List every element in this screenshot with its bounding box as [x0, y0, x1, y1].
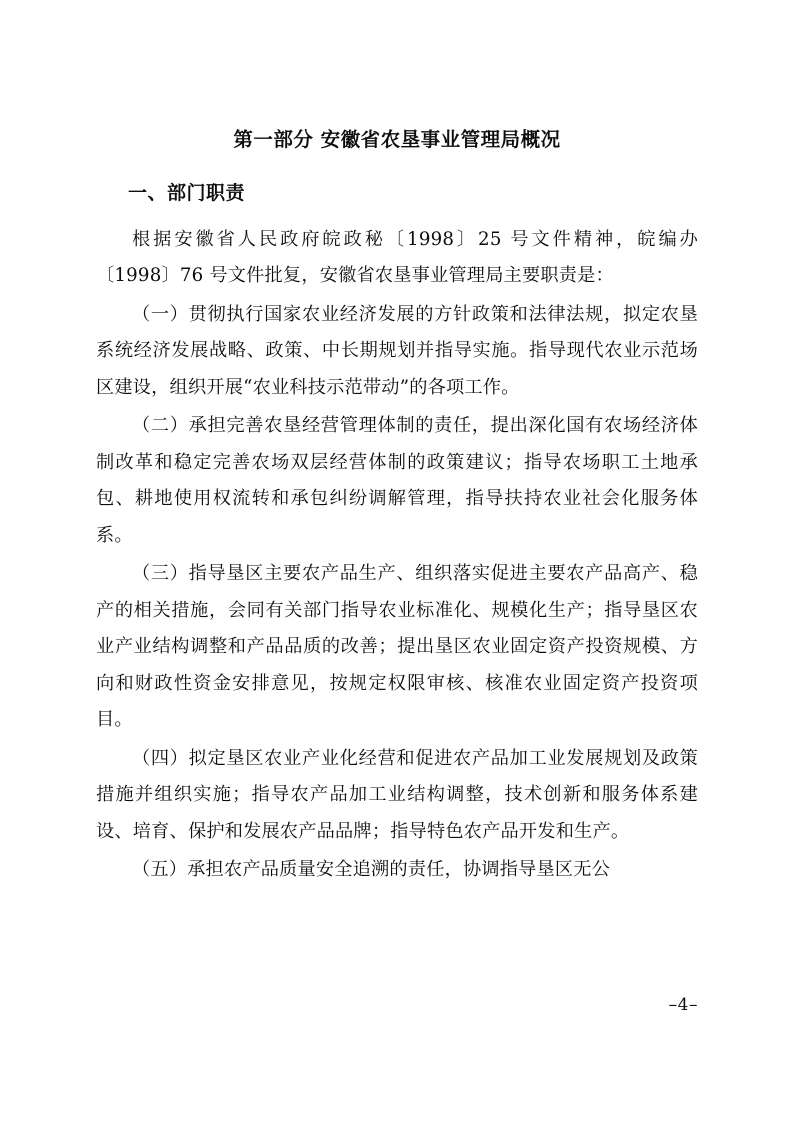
- section-heading: 一、部门职责: [128, 182, 246, 205]
- paragraph: （二）承担完善农垦经营管理体制的责任，提出深化国有农场经济体制改革和稳定完善农场双层经营体制的政策建议；指导农场职工土地承包、耕地使用权流转和承包纠纷调解管理，指导扶持农业社会化服务体系。: [96, 415, 698, 546]
- paragraph: （三）指导垦区主要农产品生产、组织落实促进主要农产品高产、稳产的相关措施，会同有关部门指导农业标准化、规模化生产；指导垦区农业产业结构调整和产品品质的改善；提出垦区农业固定资产投资规模、方向和财政性资金安排意见，按规定权限审核、核准农业固定资产投资项目。: [96, 563, 698, 731]
- paragraph: 根据安徽省人民政府皖政秘〔1998〕25 号文件精神，皖编办〔1998〕76 号文件批复，安徽省农垦事业管理局主要职责是：: [96, 228, 698, 287]
- paragraph: （一）贯彻执行国家农业经济发展的方针政策和法律法规，拟定农垦系统经济发展战略、政策、中长期规划并指导实施。指导现代农业示范场区建设，组织开展“农业科技示范带动”的各项工作。: [96, 303, 698, 398]
- paragraph: （五）承担农产品质量安全追溯的责任，协调指导垦区无公: [132, 859, 611, 881]
- page-title: 第一部分 安徽省农垦事业管理局概况: [233, 128, 561, 151]
- page-number: –4–: [668, 995, 698, 1015]
- paragraph: （四）拟定垦区农业产业化经营和促进农产品加工业发展规划及政策措施并组织实施；指导农产品加工业结构调整，技术创新和服务体系建设、培育、保护和发展农产品品牌；指导特色农产品开发和生产。: [96, 747, 698, 842]
